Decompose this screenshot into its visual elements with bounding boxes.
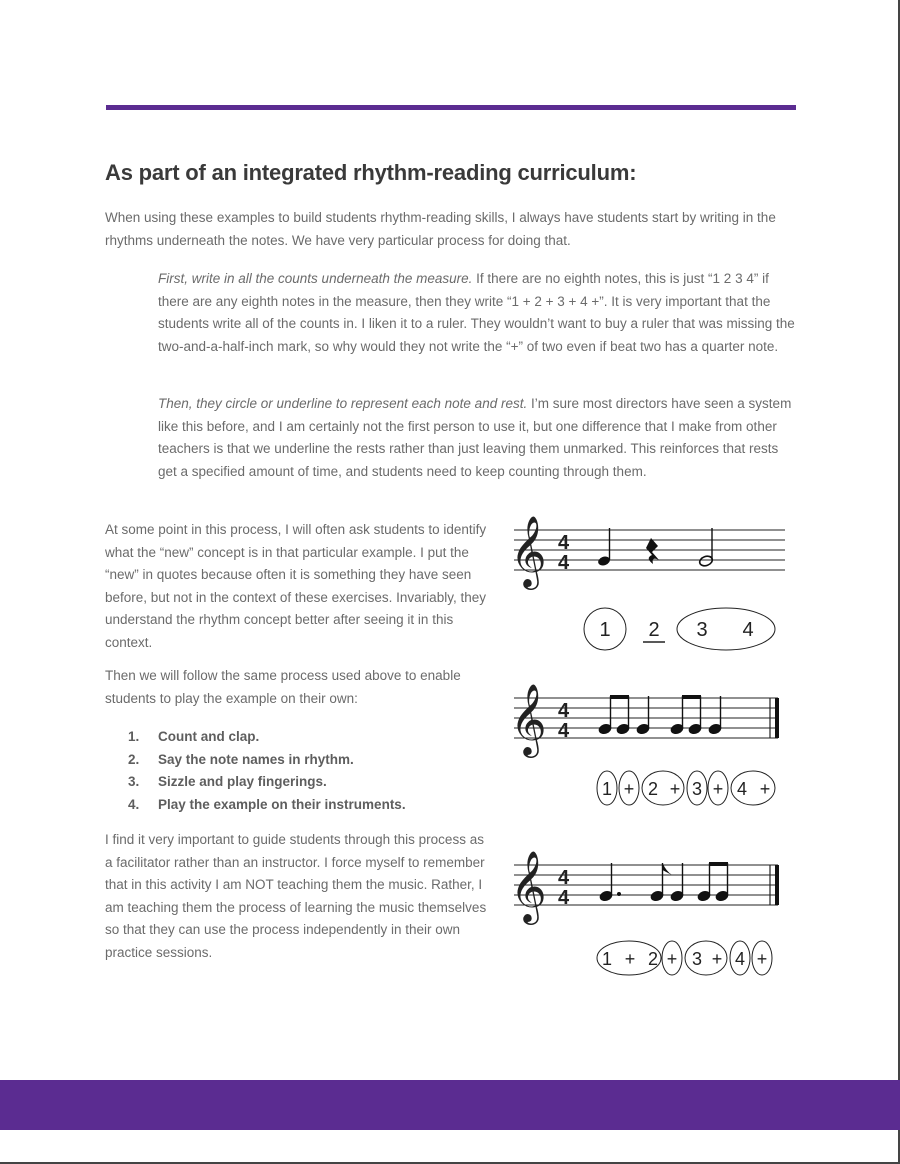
- music-staff-example-1: [500, 508, 790, 598]
- follow-paragraph: Then we will follow the same process used above to enable students to play the example on their own:: [105, 668, 461, 706]
- second-step-lead: Then, they circle or underline to represent each note and rest.: [158, 396, 528, 411]
- step-text: Sizzle and play fingerings.: [158, 774, 327, 789]
- final-barline: [775, 865, 779, 905]
- quarter-note: [597, 528, 611, 567]
- step-number: 2.: [128, 751, 140, 767]
- time-signature-bottom: 4: [558, 552, 570, 574]
- treble-clef-icon: 𝄞: [510, 852, 547, 921]
- dotted-quarter-note: [599, 863, 621, 902]
- count-label: 1: [601, 949, 613, 969]
- counts-example-3: [593, 936, 783, 980]
- count-label: +: [712, 779, 724, 799]
- footer-band: [0, 1080, 900, 1130]
- eighth-note: [650, 863, 672, 902]
- treble-clef-icon: 𝄞: [510, 517, 547, 586]
- list-item: [128, 726, 406, 749]
- time-signature-bottom: 4: [558, 887, 570, 909]
- count-label: 3: [691, 779, 703, 799]
- list-item: [128, 794, 406, 817]
- first-step-lead: First, write in all the counts underneath the measure.: [158, 271, 473, 286]
- music-staff-example-3: [500, 843, 790, 933]
- count-oval: [677, 608, 775, 650]
- count-label: +: [711, 949, 723, 969]
- steps-list: [128, 726, 406, 816]
- time-signature-top: 4: [558, 867, 570, 889]
- count-label: +: [669, 779, 681, 799]
- count-label: 4: [736, 779, 748, 799]
- count-label: +: [624, 949, 636, 969]
- treble-clef-icon: 𝄞: [510, 685, 547, 754]
- count-label: 1: [601, 779, 613, 799]
- step-text: Say the note names in rhythm.: [158, 751, 354, 767]
- count-label: 4: [734, 949, 746, 969]
- count-label: +: [666, 949, 678, 969]
- final-barline: [775, 698, 779, 738]
- count-label: 4: [742, 619, 754, 641]
- beam: [709, 862, 728, 866]
- count-label: 2: [647, 779, 659, 799]
- top-accent-rule: [106, 105, 796, 110]
- count-label: +: [759, 779, 771, 799]
- step-number: 3.: [128, 774, 140, 789]
- counts-example-1: [575, 605, 785, 653]
- count-label: 3: [691, 949, 703, 969]
- beam: [610, 695, 629, 699]
- count-label: 1: [599, 619, 611, 641]
- count-label: 2: [648, 619, 660, 641]
- quarter-note: [670, 863, 684, 902]
- counts-example-2: [592, 766, 782, 810]
- count-label: 3: [696, 619, 708, 641]
- count-label: +: [756, 949, 768, 969]
- guide-paragraph: I find it very important to guide students through this process as a facilitator rather than an instructor. I force myself to remember that in this activity I am NOT teaching them the music. Rather, I am teaching them the process of learning the music themselves so that they can use the process independently in their own practice sessions.: [105, 832, 487, 960]
- time-signature-top: 4: [558, 700, 570, 722]
- list-item: [128, 749, 406, 772]
- step-text: Play the example on their instruments.: [158, 796, 406, 812]
- time-signature-top: 4: [558, 532, 570, 554]
- music-staff-example-2: [500, 676, 790, 766]
- step-number: 4.: [128, 796, 140, 812]
- concept-paragraph: At some point in this process, I will often ask students to identify what the “new” concept is in that particular example. I put the “new” in quotes because often it is something they have seen before, but not in the context of these exercises. Invariably, they understand the rhythm concept better after seeing it in this context.: [105, 522, 487, 650]
- count-label: +: [623, 779, 635, 799]
- half-note: [698, 528, 713, 567]
- first-step-body: If there are no eighth notes, this is just “1 2 3 4” if there are any eighth notes in the measure, then they write “1 + 2 + 3 + 4 +”. It is very important that the students write all of the counts in. I liken it to a ruler. They wouldn’t want to buy a ruler that was missing the two-and-a-half-inch mark, so why would they not write the “+” of two even if beat two has a quarter note.: [158, 271, 795, 354]
- step-number: 1.: [128, 729, 140, 744]
- count-label: 2: [647, 949, 659, 969]
- second-step-body: I’m sure most directors have seen a system like this before, and I am certainly not the first person to use it, but one difference that I make from other teachers is that we underline the rests rather than just leaving them unmarked. This reinforces that rests get a specified amount of time, and students need to keep counting through them.: [158, 396, 792, 479]
- first-step-paragraph: [158, 268, 798, 358]
- intro-paragraph: When using these examples to build students rhythm-reading skills, I always have students start by writing in the rhythms underneath the notes. We have very particular process for doing that.: [105, 210, 776, 248]
- time-signature-bottom: 4: [558, 720, 570, 742]
- step-text: Count and clap.: [158, 729, 260, 744]
- section-heading: As part of an integrated rhythm-reading curriculum:: [105, 160, 637, 185]
- list-item: [128, 771, 406, 794]
- second-step-paragraph: [158, 393, 798, 483]
- beam: [682, 695, 701, 699]
